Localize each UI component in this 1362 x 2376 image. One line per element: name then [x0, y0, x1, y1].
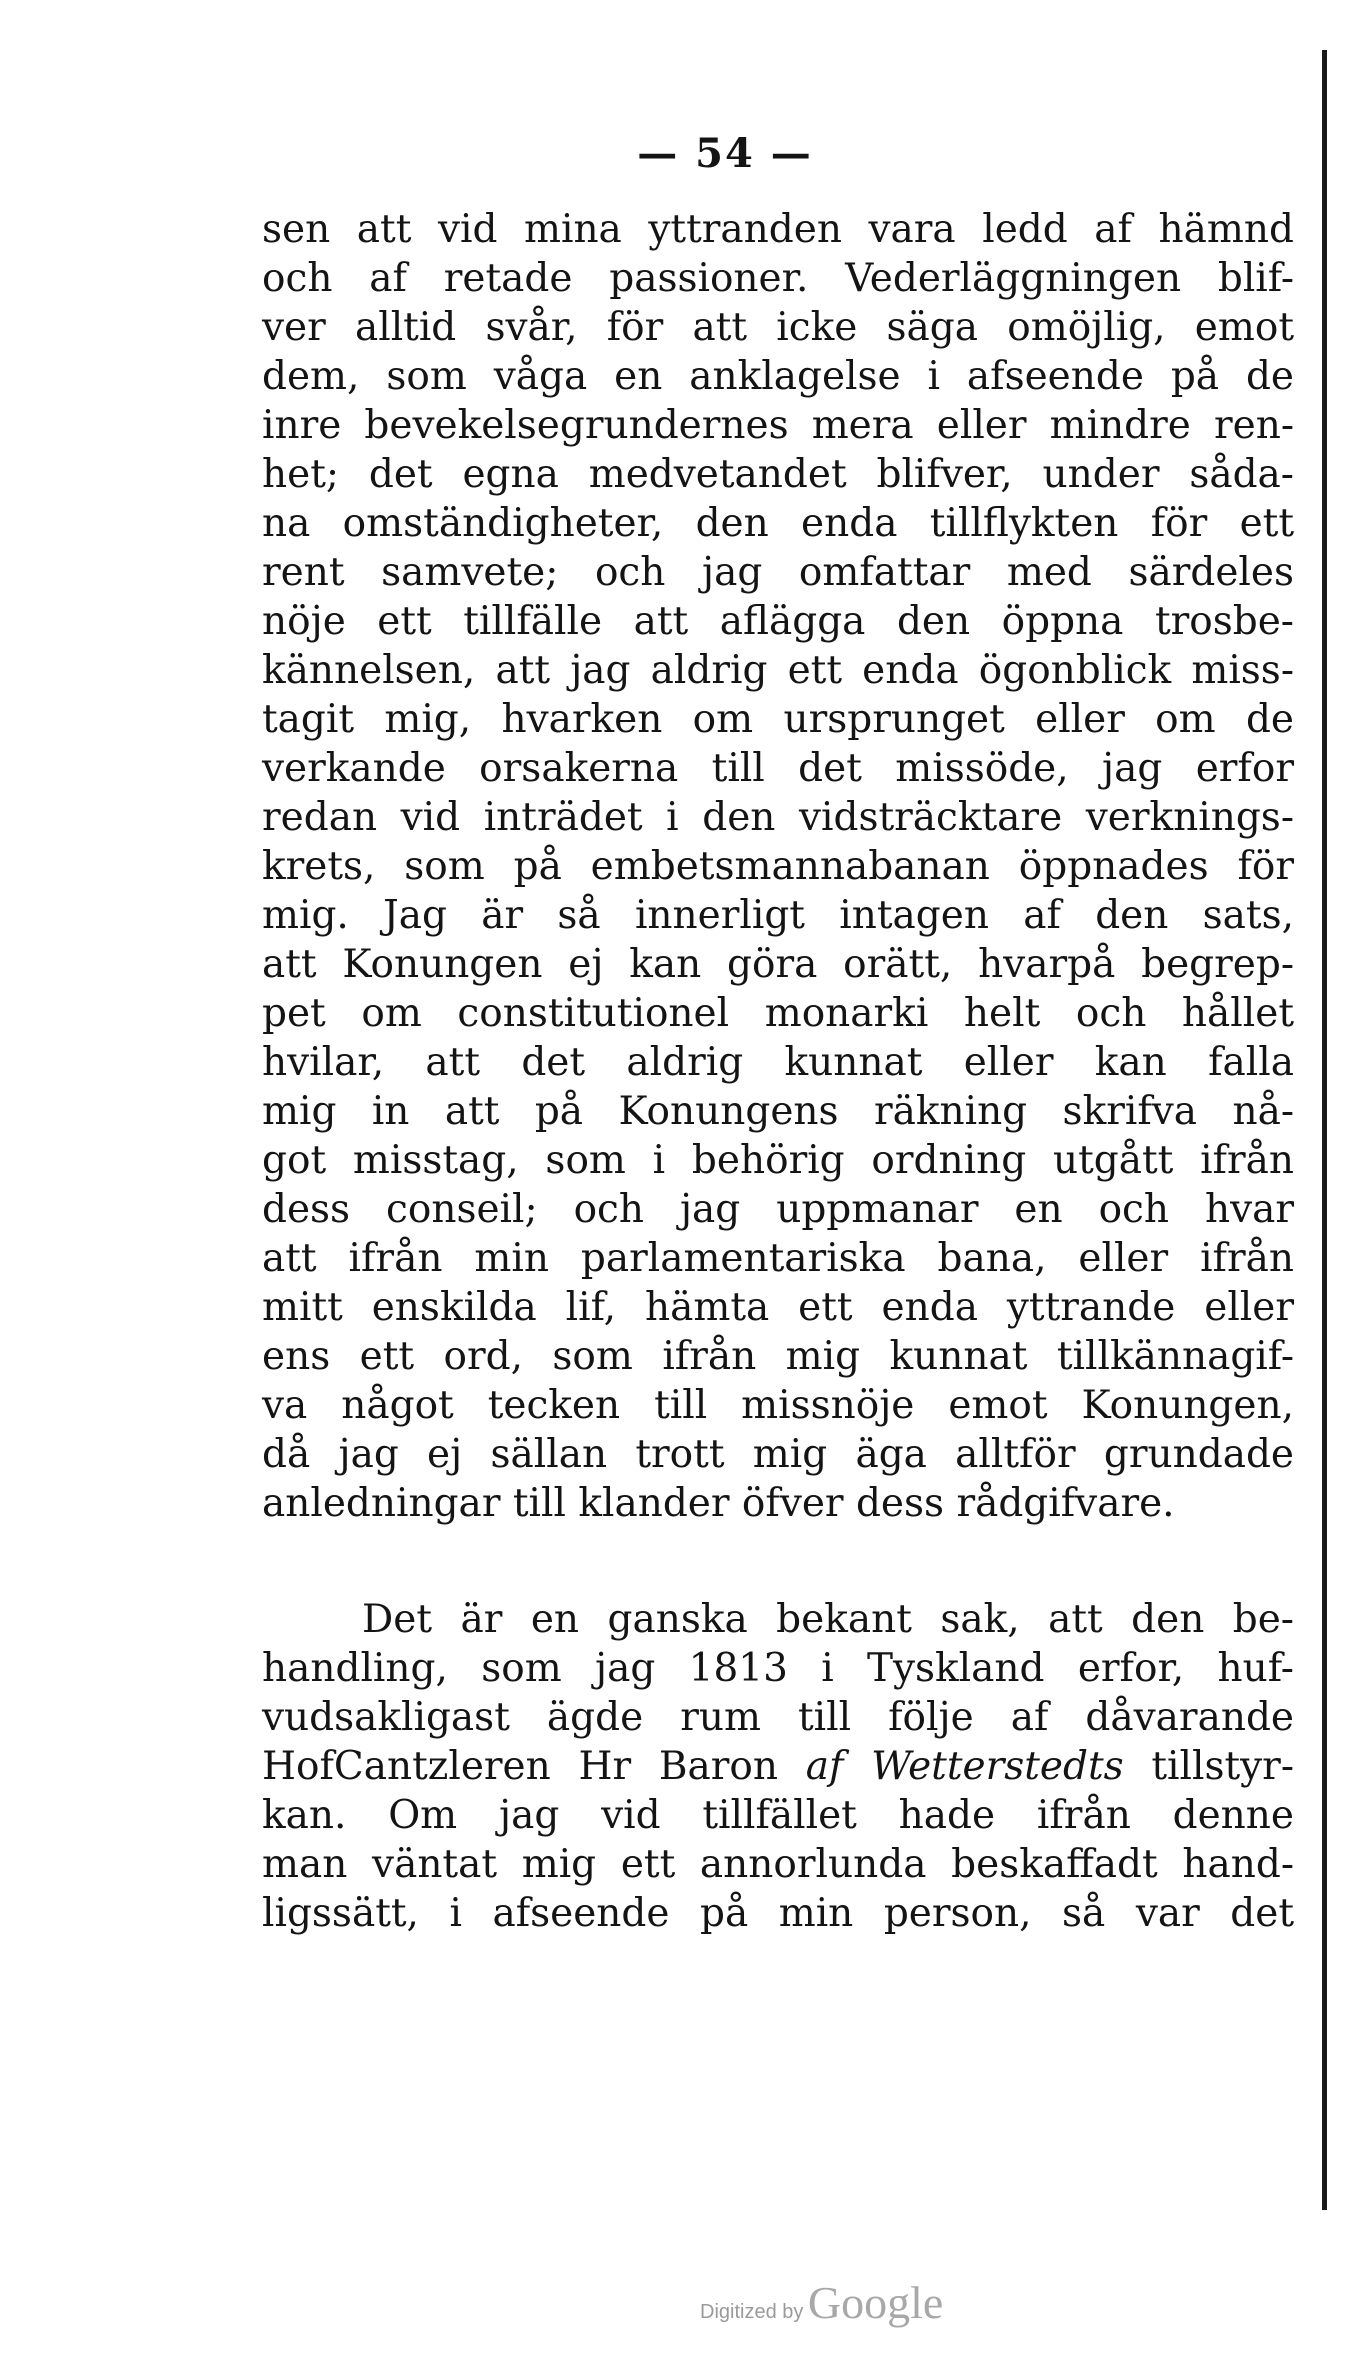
text-segment: tillstyr-: [1123, 1744, 1295, 1789]
text-line: got misstag, som i behörig ordning utgått ifrån: [262, 1138, 1294, 1183]
text-line: dess conseil; och jag uppmanar en och hvar: [262, 1187, 1294, 1232]
body-text: [262, 205, 1294, 1938]
digitized-footer: [700, 2276, 1000, 2329]
page-edge-line: [1322, 50, 1327, 2210]
text-line: Det är en ganska bekant sak, att den be-: [362, 1597, 1294, 1642]
paragraph-2: [262, 1595, 1294, 1938]
text-line: ver alltid svår, för att icke säga omöjlig, emot: [262, 305, 1294, 350]
text-line: då jag ej sällan trott mig äga alltför grundade: [262, 1432, 1294, 1477]
text-line: krets, som på embetsmannabanan öppnades för: [262, 844, 1294, 889]
text-line: anledningar till klander öfver dess rådgifvare.: [262, 1481, 1175, 1526]
text-line: rent samvete; och jag omfattar med särdeles: [262, 550, 1294, 595]
text-line: nöje ett tillfälle att aflägga den öppna trosbe-: [262, 599, 1294, 644]
text-line: och af retade passioner. Vederläggningen blif-: [262, 256, 1294, 301]
text-line: hvilar, att det aldrig kunnat eller kan falla: [262, 1040, 1294, 1085]
text-line: [262, 1742, 1294, 1791]
text-line: mig. Jag är så innerligt intagen af den sats,: [262, 893, 1294, 938]
text-line: mig in att på Konungens räkning skrifva nå-: [262, 1089, 1294, 1134]
text-segment: HofCantzleren Hr Baron: [262, 1744, 806, 1789]
text-line: handling, som jag 1813 i Tyskland erfor, huf-: [262, 1646, 1294, 1691]
text-line: pet om constitutionel monarki helt och hållet: [262, 991, 1294, 1036]
text-line: vudsakligast ägde rum till följe af dåvarande: [262, 1695, 1294, 1740]
text-line: mitt enskilda lif, hämta ett enda yttrande eller: [262, 1285, 1294, 1330]
text-line: va något tecken till missnöje emot Konungen,: [262, 1383, 1294, 1428]
text-line: att ifrån min parlamentariska bana, eller ifrån: [262, 1236, 1294, 1281]
text-line: het; det egna medvetandet blifver, under såda-: [262, 452, 1294, 497]
text-line: sen att vid mina yttranden vara ledd af hämnd: [262, 207, 1294, 252]
text-line: ens ett ord, som ifrån mig kunnat tillkännagif-: [262, 1334, 1294, 1379]
text-line: ligssätt, i afseende på min person, så var det: [262, 1891, 1294, 1936]
text-line: kan. Om jag vid tillfället hade ifrån denne: [262, 1793, 1294, 1838]
text-line: inre bevekelsegrundernes mera eller mindre ren-: [262, 403, 1294, 448]
text-line: att Konungen ej kan göra orätt, hvarpå begrep-: [262, 942, 1294, 987]
text-line: man väntat mig ett annorlunda beskaffadt hand-: [262, 1842, 1294, 1887]
text-line: tagit mig, hvarken om ursprunget eller om de: [262, 697, 1294, 742]
google-logo: Google: [807, 2277, 944, 2328]
text-line: redan vid inträdet i den vidsträcktare verknings-: [262, 795, 1294, 840]
text-line: verkande orsakerna till det missöde, jag erfor: [262, 746, 1294, 791]
page-number: — 54 —: [637, 130, 813, 177]
paragraph-1: [262, 205, 1294, 1528]
text-line: dem, som våga en anklagelse i afseende på de: [262, 354, 1294, 399]
text-line: kännelsen, att jag aldrig ett enda ögonblick miss-: [262, 648, 1294, 693]
text-line: na omständigheter, den enda tillflykten för ett: [262, 501, 1294, 546]
digitized-by-label: Digitized by: [700, 2301, 804, 2323]
person-name: af Wetterstedts: [805, 1744, 1124, 1789]
